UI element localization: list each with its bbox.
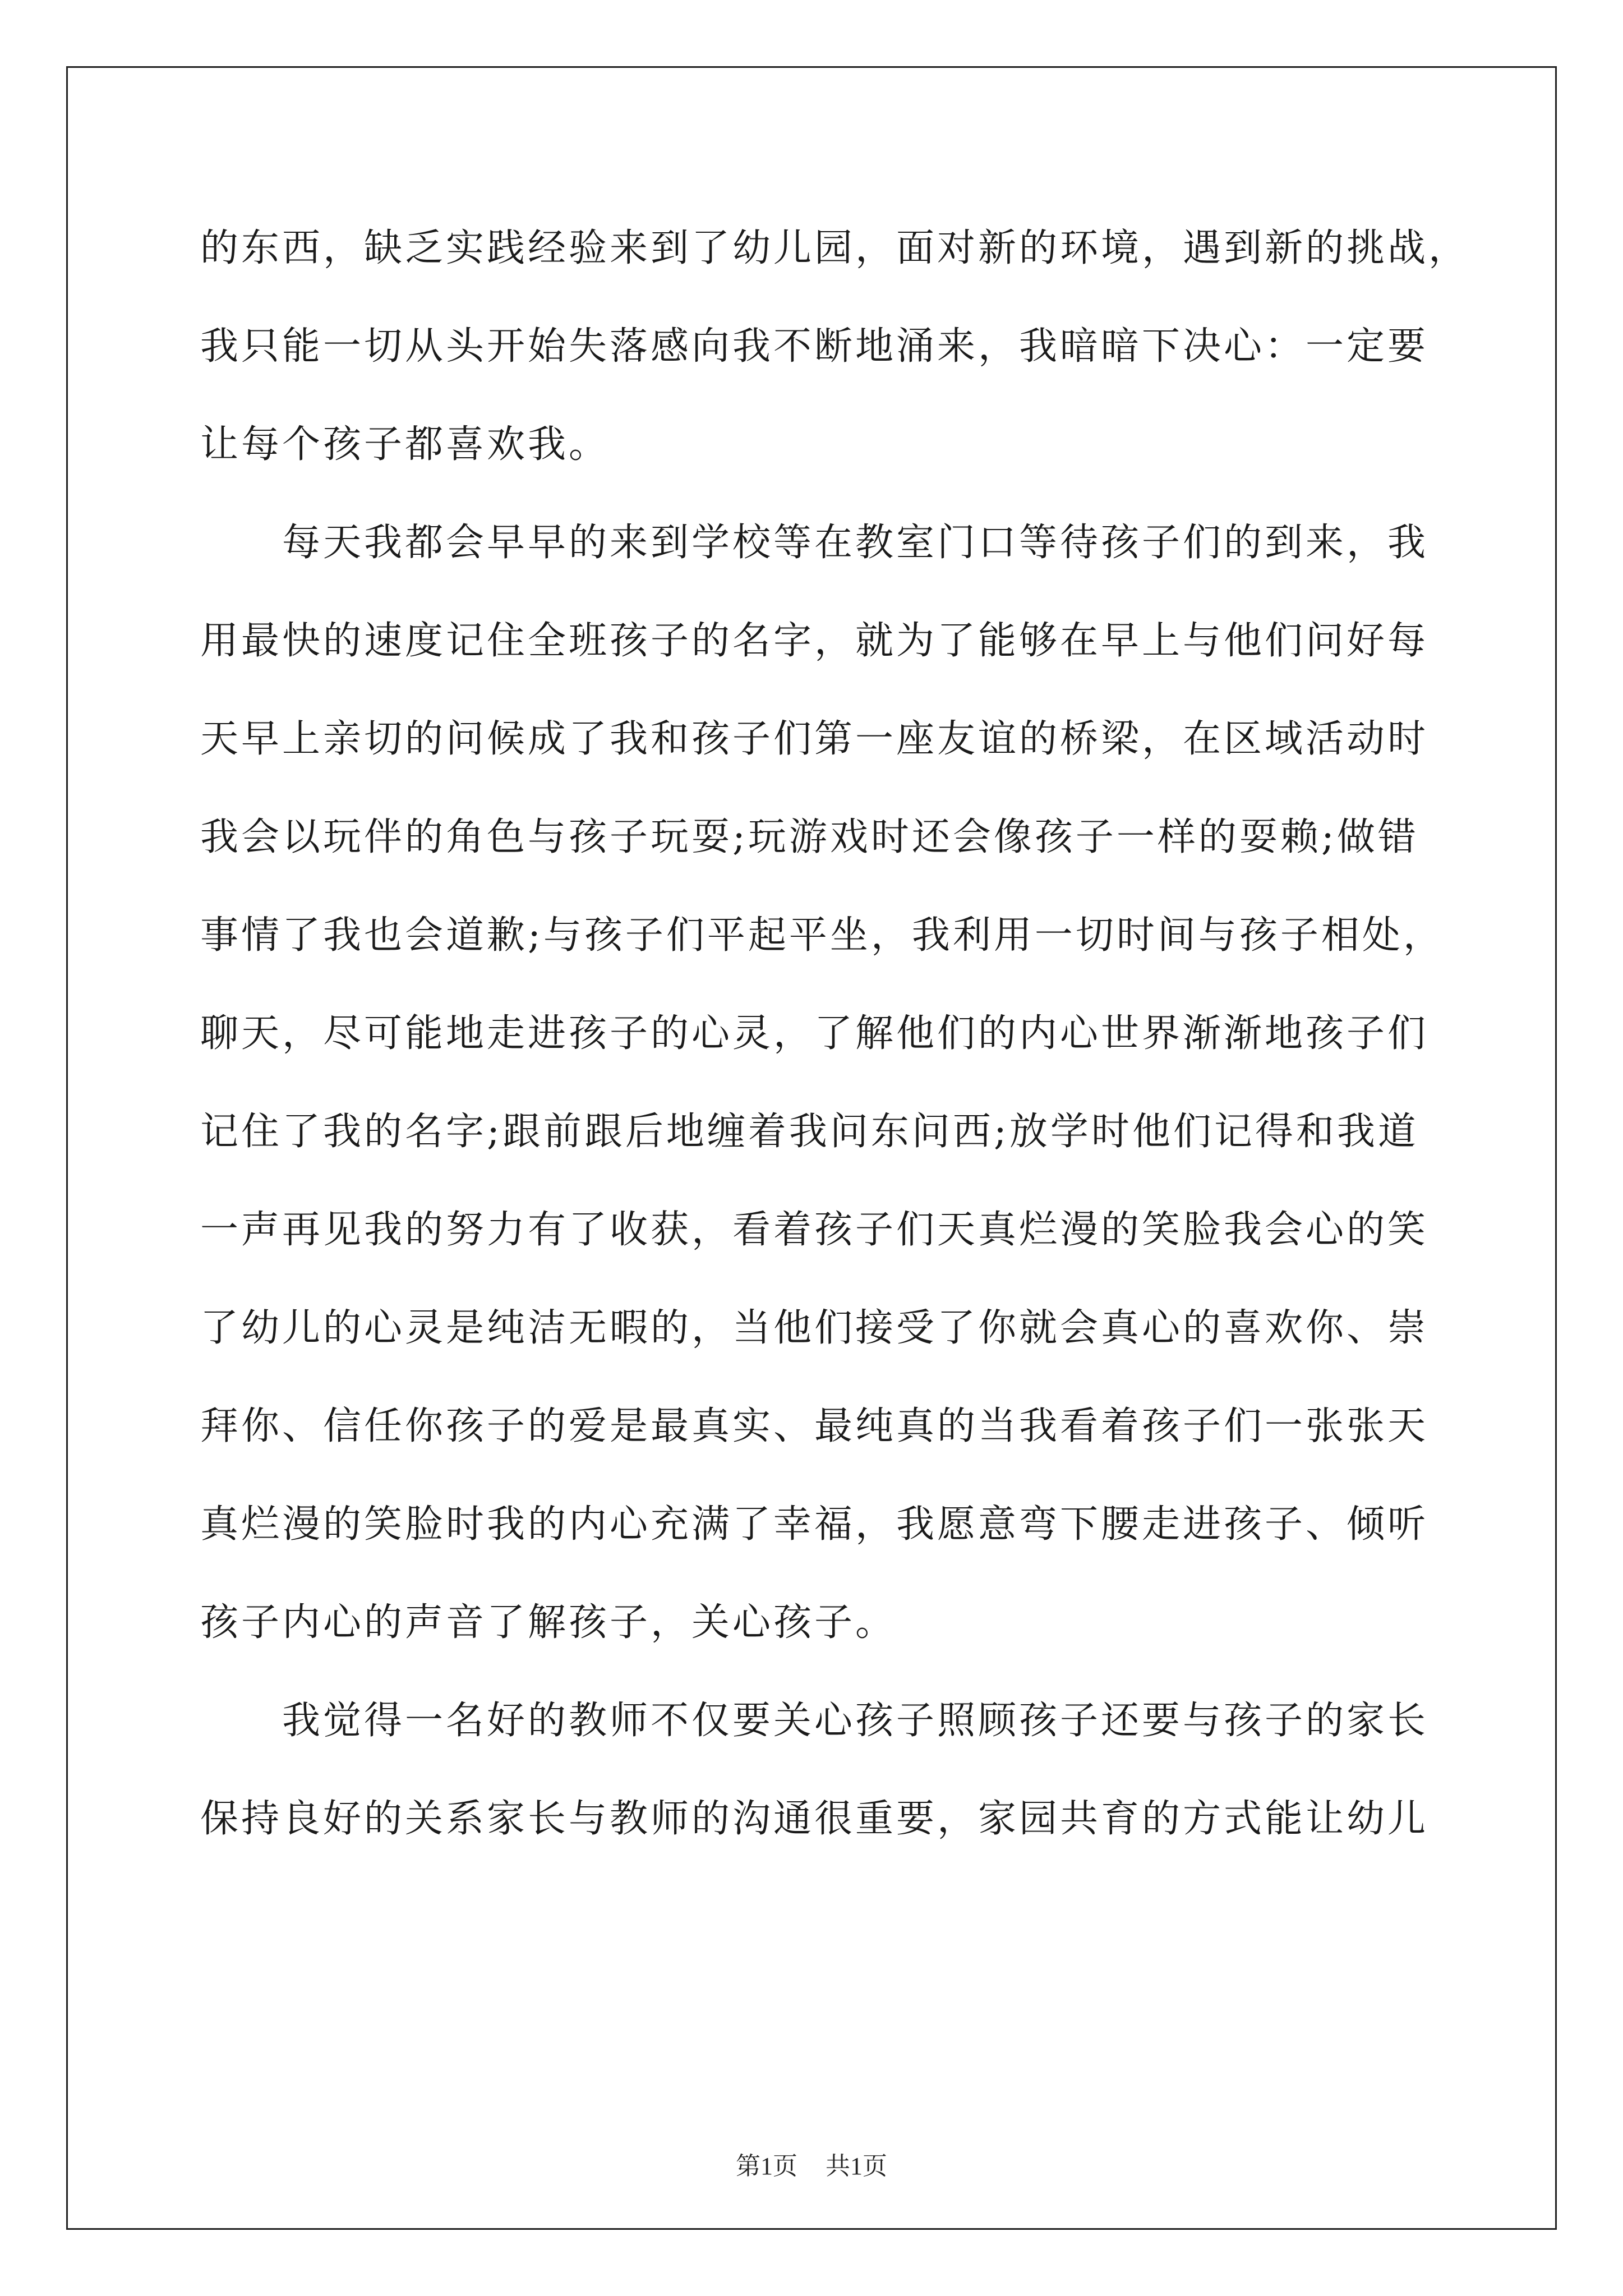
text-line-16: 我觉得一名好的教师不仅要关心孩子照顾孩子还要与孩子的家长	[200, 1699, 1429, 1743]
text-line-8: 事情了我也会道歉;与孩子们平起平坐，我利用一切时间与孩子相处，	[200, 913, 1444, 958]
text-line-3: 让每个孩子都喜欢我。	[200, 422, 610, 467]
text-line-1: 的东西，缺乏实践经验来到了幼儿园，面对新的环境，遇到新的挑战，	[200, 226, 1470, 270]
text-line-5: 用最快的速度记住全班孩子的名字，就为了能够在早上与他们问好每	[200, 619, 1429, 663]
text-line-10: 记住了我的名字;跟前跟后地缠着我问东问西;放学时他们记得和我道	[200, 1110, 1419, 1154]
page-footer	[0, 2150, 1623, 2183]
text-line-11: 一声再见我的努力有了收获，看着孩子们天真烂漫的笑脸我会心的笑	[200, 1208, 1429, 1252]
text-line-2: 我只能一切从头开始失落感向我不断地涌来，我暗暗下决心：一定要	[200, 324, 1429, 369]
text-line-15: 孩子内心的声音了解孩子，关心孩子。	[200, 1600, 897, 1645]
text-line-4: 每天我都会早早的来到学校等在教室门口等待孩子们的到来，我	[200, 521, 1429, 565]
page-number: 第1页	[736, 2152, 797, 2180]
text-line-12: 了幼儿的心灵是纯洁无暇的，当他们接受了你就会真心的喜欢你、崇	[200, 1306, 1429, 1350]
text-line-6: 天早上亲切的问候成了我和孩子们第一座友谊的桥梁，在区域活动时	[200, 717, 1429, 761]
page-total: 共1页	[826, 2152, 887, 2180]
text-line-13: 拜你、信任你孩子的爱是最真实、最纯真的当我看着孩子们一张张天	[200, 1404, 1429, 1448]
text-line-14: 真烂漫的笑脸时我的内心充满了幸福，我愿意弯下腰走进孩子、倾听	[200, 1502, 1429, 1547]
text-line-17: 保持良好的关系家长与教师的沟通很重要，家园共育的方式能让幼儿	[200, 1797, 1429, 1841]
document-body	[200, 199, 1470, 1868]
text-line-7: 我会以玩伴的角色与孩子玩耍;玩游戏时还会像孩子一样的耍赖;做错	[200, 815, 1419, 859]
text-line-9: 聊天，尽可能地走进孩子的心灵，了解他们的内心世界渐渐地孩子们	[200, 1011, 1429, 1056]
